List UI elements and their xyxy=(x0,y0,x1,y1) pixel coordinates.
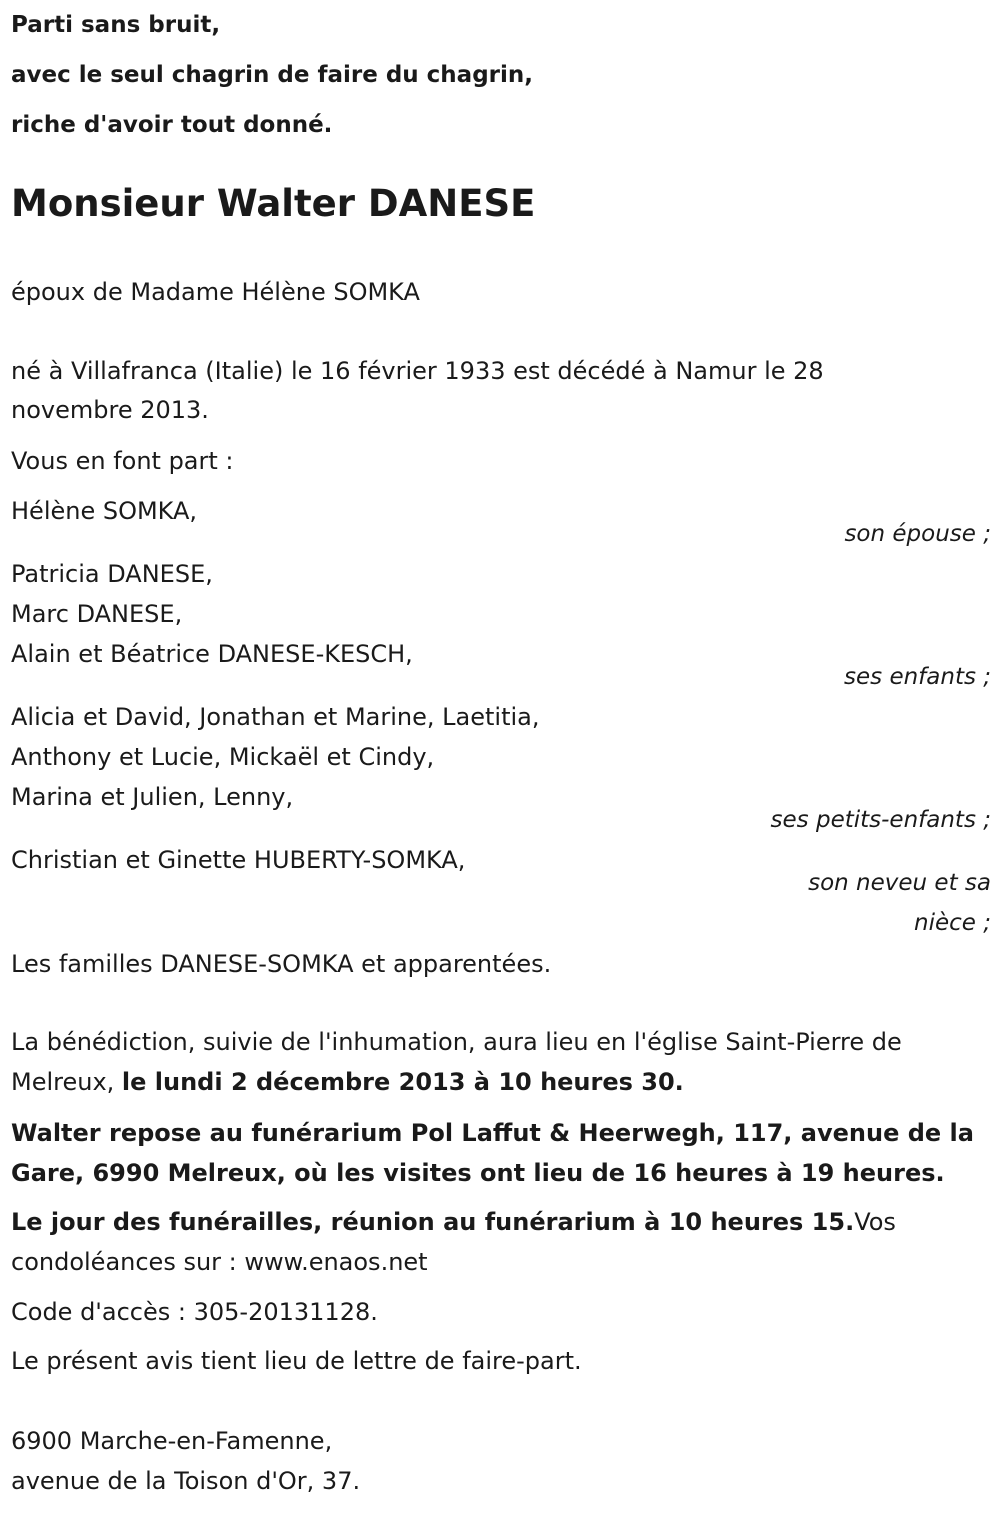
epigraph-line-1: Parti sans bruit, xyxy=(11,12,221,38)
spouse-line: époux de Madame Hélène SOMKA xyxy=(11,278,420,306)
access-code: Code d'accès : 305-20131128. xyxy=(11,1298,378,1326)
child-2: Marc DANESE, xyxy=(11,600,183,628)
ceremony-line-1: La bénédiction, suivie de l'inhumation, aura lieu en l'église Saint-Pierre de xyxy=(11,1028,902,1056)
nephew-role-line-1: son neveu et sa xyxy=(808,870,991,896)
funeral-day-plain: Vos xyxy=(854,1208,896,1236)
announce-line: Vous en font part : xyxy=(11,447,234,475)
condolences-line: condoléances sur : www.enaos.net xyxy=(11,1248,428,1276)
funeral-day-line-1 xyxy=(11,1208,896,1237)
deceased-name: Monsieur Walter DANESE xyxy=(11,182,536,225)
epigraph-line-3: riche d'avoir tout donné. xyxy=(11,112,333,138)
grandchildren-role: ses petits-enfants ; xyxy=(770,807,991,833)
spouse-name: Hélène SOMKA, xyxy=(11,497,198,525)
repose-line-1: Walter repose au funérarium Pol Laffut & Heerwegh, 117, avenue de la xyxy=(11,1119,974,1147)
birth-death-line-2: novembre 2013. xyxy=(11,396,209,424)
notice-line: Le présent avis tient lieu de lettre de faire-part. xyxy=(11,1347,582,1375)
child-3: Alain et Béatrice DANESE-KESCH, xyxy=(11,640,413,668)
ceremony-place: Melreux, xyxy=(11,1068,122,1096)
ceremony-date: le lundi 2 décembre 2013 à 10 heures 30. xyxy=(121,1068,684,1096)
repose-line-2: Gare, 6990 Melreux, où les visites ont lieu de 16 heures à 19 heures. xyxy=(11,1159,945,1187)
grandchildren-line-2: Anthony et Lucie, Mickaël et Cindy, xyxy=(11,743,435,771)
spouse-role: son épouse ; xyxy=(844,521,991,547)
ceremony-line-2 xyxy=(11,1068,684,1097)
address-line-1: 6900 Marche-en-Famenne, xyxy=(11,1427,333,1455)
grandchildren-line-3: Marina et Julien, Lenny, xyxy=(11,783,294,811)
families-line: Les familles DANESE-SOMKA et apparentées. xyxy=(11,950,552,978)
address-line-2: avenue de la Toison d'Or, 37. xyxy=(11,1467,361,1495)
child-1: Patricia DANESE, xyxy=(11,560,213,588)
funeral-day-bold: Le jour des funérailles, réunion au funérarium à 10 heures 15. xyxy=(11,1208,855,1236)
birth-death-line-1: né à Villafranca (Italie) le 16 février 1933 est décédé à Namur le 28 xyxy=(11,357,824,385)
nephew-role-line-2: nièce ; xyxy=(914,910,991,936)
grandchildren-line-1: Alicia et David, Jonathan et Marine, Laetitia, xyxy=(11,703,540,731)
children-role: ses enfants ; xyxy=(844,664,991,690)
epigraph-line-2: avec le seul chagrin de faire du chagrin, xyxy=(11,62,534,88)
nephew-line: Christian et Ginette HUBERTY-SOMKA, xyxy=(11,846,466,874)
